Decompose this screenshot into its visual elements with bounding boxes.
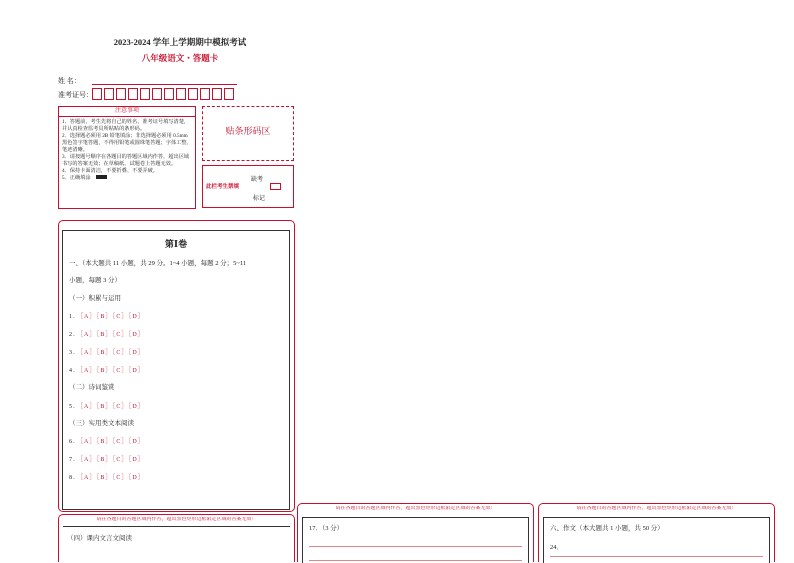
part1-title: 第Ⅰ卷 [164, 239, 188, 249]
answer-options[interactable]: ［A］［B］［C］［D］ [80, 332, 145, 338]
id-cell[interactable] [92, 88, 102, 100]
question-number: 4． [69, 368, 81, 374]
fill-sample-icon [96, 175, 107, 179]
absent-note: 此栏考生禁填 [206, 184, 240, 190]
id-cell[interactable] [164, 88, 174, 100]
writing-line [309, 560, 522, 561]
question-number: 7． [69, 457, 81, 463]
answer-options[interactable]: ［A］［B］［C］［D］ [80, 314, 145, 320]
answer-options[interactable]: ［A］［B］［C］［D］ [80, 439, 145, 445]
note-fill-label: 5．正确填涂 [62, 175, 91, 181]
notes-title: 注意事项 [59, 107, 195, 117]
question-row[interactable] [69, 365, 145, 374]
essay-answer-area[interactable] [543, 517, 770, 563]
question-number: 3． [69, 350, 81, 356]
id-cell[interactable] [152, 88, 162, 100]
question-row[interactable] [69, 311, 145, 320]
question-number: 1． [69, 314, 81, 320]
absent-mark-text: 标记 [253, 196, 266, 202]
id-field[interactable] [92, 88, 242, 100]
exam-subtitle: 八年级语文・答题卡 [141, 53, 219, 63]
notes-box [58, 106, 196, 209]
question-row[interactable] [69, 472, 145, 481]
note-item [62, 175, 192, 182]
question-number: 2． [69, 332, 81, 338]
id-cell[interactable] [116, 88, 126, 100]
answer-area-warning: 请在各题目的答题区域内作答，超出黑色矩形边框限定区域的答案无效！ [576, 506, 737, 511]
question-number: 6． [69, 439, 81, 445]
absent-checkbox[interactable] [270, 183, 281, 190]
part1-inner [62, 230, 290, 510]
answer-options[interactable]: ［A］［B］［C］［D］ [80, 404, 145, 410]
answer-options[interactable]: ［A］［B］［C］［D］ [80, 368, 145, 374]
bottom-mid-section [297, 503, 534, 562]
writing-line [309, 546, 522, 547]
bottom-right-section [538, 503, 775, 562]
question-row[interactable] [69, 436, 145, 445]
answer-area-warning: 请在各题目的答题区域内作答，超出黑色矩形边框限定区域的答案无效！ [96, 517, 257, 522]
question-row[interactable] [69, 329, 145, 338]
q17-answer-area[interactable] [302, 517, 529, 563]
id-cell[interactable] [200, 88, 210, 100]
exam-title: 2023-2024 学年上学期期中模拟考试 [113, 37, 247, 47]
id-cell[interactable] [212, 88, 222, 100]
section1-heading: 一、（本大题共 11 小题，共 29 分。1~4 小题，每题 2 分；5~11 [69, 260, 247, 267]
absent-text: 缺考 [251, 177, 264, 183]
id-cell[interactable] [128, 88, 138, 100]
note-item: 2．选择题必须用 2B 铅笔填涂；非选择题必须用 0.5mm 黑色签字笔答题，不得用铅笔或圆珠笔答题；字体工整、笔迹清晰。 [62, 133, 192, 153]
barcode-label: 贴条形码区 [225, 126, 271, 136]
subsection-2: （二）诗词鉴赏 [69, 384, 115, 391]
question-row[interactable] [69, 454, 145, 463]
question-24-label: 24． [550, 544, 563, 551]
section1-heading-cont: 小题，每题 3 分） [69, 277, 121, 284]
subsection-1: （一）积累与运用 [69, 295, 121, 302]
barcode-area [202, 106, 294, 161]
bottom-left-section [58, 514, 295, 562]
answer-options[interactable]: ［A］［B］［C］［D］ [80, 475, 145, 481]
answer-options[interactable]: ［A］［B］［C］［D］ [80, 350, 145, 356]
note-item: 1．答题前，考生先将自己的姓名，准考证号填写清楚，并认真检查监考员所粘贴的条形码。 [62, 119, 190, 132]
id-label: 准考证号： [58, 91, 93, 99]
question-number: 5． [69, 404, 81, 410]
question-number: 8． [69, 475, 81, 481]
id-cell[interactable] [104, 88, 114, 100]
subsection-3: （三）实用类文本阅读 [69, 420, 134, 427]
answer-area-warning: 请在各题目的答题区域内作答，超出黑色矩形边框限定区域的答案无效！ [335, 506, 496, 511]
question-17-label: 17．（3 分） [309, 525, 344, 532]
subsection-4: （四）课内文言文阅读 [67, 535, 132, 542]
question-row[interactable] [69, 401, 145, 410]
answer-options[interactable]: ［A］［B］［C］［D］ [80, 457, 145, 463]
question-row[interactable] [69, 347, 145, 356]
id-cell[interactable] [188, 88, 198, 100]
id-cell[interactable] [224, 88, 234, 100]
writing-line [550, 556, 763, 557]
id-cell[interactable] [176, 88, 186, 100]
note-item: 4．保持卡面清洁，不要折叠、不要弄破。 [62, 168, 158, 174]
note-item: 3．请按题号顺序在各题目的答题区域内作答，超出区域书写的答案无效；在草稿纸、试题卷上答题无效。 [62, 154, 190, 167]
name-label: 姓 名： [58, 77, 81, 85]
absent-box [202, 165, 294, 208]
id-cell[interactable] [140, 88, 150, 100]
section6-heading: 六、作文（本大题共 1 小题，共 50 分） [550, 525, 664, 532]
name-field[interactable] [92, 84, 237, 85]
